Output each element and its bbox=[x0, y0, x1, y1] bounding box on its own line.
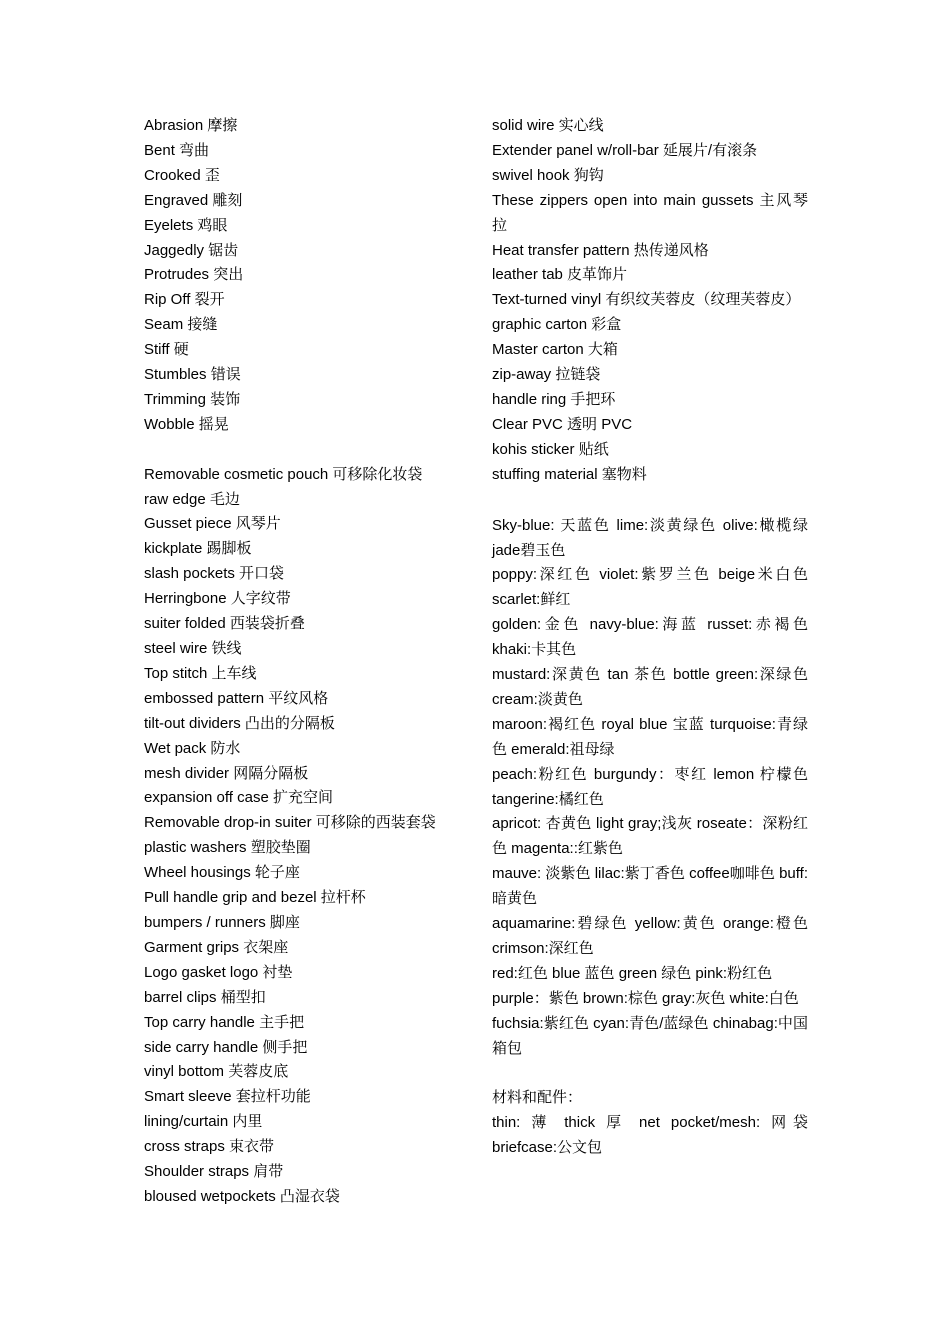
color-paragraph: fuchsia:紫红色 cyan:青色/蓝绿色 chinabag:中国箱包 bbox=[492, 1014, 808, 1057]
color-paragraph: purple：紫色 brown:棕色 gray:灰色 white:白色 bbox=[492, 989, 799, 1007]
term-group-parts bbox=[144, 463, 474, 1210]
term-line: Abrasion 摩擦 bbox=[144, 117, 238, 134]
color-paragraph: aquamarine:碧绿色 yellow:黄色 orange:橙色 crimson:深红色 bbox=[492, 915, 808, 957]
color-paragraph: poppy:深红色 violet:紫罗兰色 beige米白色 scarlet:鲜红 bbox=[492, 566, 808, 609]
term-line: Trimming 装饰 bbox=[144, 390, 241, 408]
term-line: Top carry handle 主手把 bbox=[144, 1013, 305, 1031]
term-line: Bent 弯曲 bbox=[144, 141, 210, 159]
term-line: Text-turned vinyl 有织纹芙蓉皮（纹理芙蓉皮） bbox=[492, 291, 801, 309]
materials-paragraph: thin: 薄 thick 厚 net pocket/mesh: 网袋 briefcase:公文包 bbox=[492, 1114, 808, 1157]
term-line: kickplate 踢脚板 bbox=[144, 540, 252, 558]
color-paragraph: peach:粉红色 burgundy：枣红 lemon 柠檬色 tangerine:橘红色 bbox=[492, 765, 808, 808]
term-line: barrel clips 桶型扣 bbox=[144, 988, 266, 1006]
color-paragraph: Sky-blue: 天蓝色 lime:淡黄绿色 olive:橄榄绿 jade碧玉色 bbox=[492, 516, 808, 559]
term-line: Removable cosmetic pouch 可移除化妆袋 bbox=[144, 465, 423, 483]
term-line: stuffing material 塞物料 bbox=[492, 465, 647, 483]
color-vocabulary bbox=[492, 514, 808, 1062]
term-line: Stumbles 错误 bbox=[144, 366, 241, 384]
color-paragraph: red:红色 blue 蓝色 green 绿色 pink:粉红色 bbox=[492, 964, 773, 982]
term-line: Jaggedly 锯齿 bbox=[144, 241, 239, 259]
term-line: embossed pattern 平纹风格 bbox=[144, 689, 329, 707]
term-line: suiter folded 西装袋折叠 bbox=[144, 615, 305, 633]
term-line: Extender panel w/roll-bar 延展片/有滚条 bbox=[492, 141, 758, 159]
term-line: Seam 接缝 bbox=[144, 316, 218, 334]
color-paragraph: golden:金色 navy-blue:海蓝 russet:赤褐色 khaki:卡其色 bbox=[492, 616, 808, 659]
term-line: zip-away 拉链袋 bbox=[492, 366, 601, 384]
term-line: Pull handle grip and bezel 拉杆杯 bbox=[144, 889, 366, 907]
term-line: Engraved 雕刻 bbox=[144, 191, 243, 209]
materials-heading: 材料和配件： bbox=[492, 1089, 583, 1107]
term-line: swivel hook 狗钩 bbox=[492, 166, 604, 184]
term-line: Gusset piece 风琴片 bbox=[144, 515, 281, 533]
term-line: Protrudes 突出 bbox=[144, 266, 244, 284]
term-group-accessories bbox=[492, 114, 808, 488]
term-line: Herringbone 人字纹带 bbox=[144, 590, 291, 608]
blank-line bbox=[492, 488, 808, 514]
term-line: Wobble 摇晃 bbox=[144, 415, 229, 433]
term-line: Shoulder straps 肩带 bbox=[144, 1163, 284, 1181]
term-line: steel wire 铁线 bbox=[144, 640, 242, 658]
term-line: Master carton 大箱 bbox=[492, 341, 618, 359]
term-line: Rip Off 裂开 bbox=[144, 291, 225, 309]
term-line: solid wire 实心线 bbox=[492, 117, 604, 134]
left-column bbox=[144, 114, 474, 1210]
term-line: mesh divider 网隔分隔板 bbox=[144, 764, 309, 782]
term-line: plastic washers 塑胶垫圈 bbox=[144, 839, 311, 857]
right-column bbox=[492, 114, 808, 1161]
blank-line bbox=[492, 1062, 808, 1087]
term-line: Stiff 硬 bbox=[144, 341, 189, 359]
term-line: These zippers open into main gussets 主风琴拉 bbox=[492, 191, 808, 234]
term-line: Wet pack 防水 bbox=[144, 739, 241, 757]
color-paragraph: mauve: 淡紫色 lilac:紫丁香色 coffee咖啡色 buff:暗黄色 bbox=[492, 865, 808, 908]
term-line: expansion off case 扩充空间 bbox=[144, 789, 333, 807]
materials-section bbox=[492, 1086, 808, 1161]
term-line: Garment grips 衣架座 bbox=[144, 938, 289, 956]
color-paragraph: apricot: 杏黄色 light gray;浅灰 roseate：深粉红色 magenta::红紫色 bbox=[492, 815, 808, 858]
term-line: handle ring 手把环 bbox=[492, 390, 616, 408]
term-line: bloused wetpockets 凸湿衣袋 bbox=[144, 1187, 340, 1205]
term-line: Eyelets 鸡眼 bbox=[144, 216, 228, 234]
term-line: raw edge 毛边 bbox=[144, 490, 240, 508]
term-line: graphic carton 彩盒 bbox=[492, 316, 622, 334]
term-line: slash pockets 开口袋 bbox=[144, 565, 285, 583]
term-group-defects bbox=[144, 114, 474, 438]
term-line: lining/curtain 内里 bbox=[144, 1113, 263, 1131]
term-line: Removable drop-in suiter 可移除的西装套袋 bbox=[144, 814, 436, 832]
term-line: vinyl bottom 芙蓉皮底 bbox=[144, 1063, 289, 1081]
term-line: tilt-out dividers 凸出的分隔板 bbox=[144, 714, 335, 732]
term-line: bumpers / runners 脚座 bbox=[144, 913, 300, 931]
color-paragraph: mustard:深黄色 tan 茶色 bottle green:深绿色 cream:淡黄色 bbox=[492, 666, 808, 708]
color-paragraph: maroon:褐红色 royal blue 宝蓝 turquoise:青绿色 emerald:祖母绿 bbox=[492, 715, 808, 758]
term-line: Logo gasket logo 衬垫 bbox=[144, 963, 293, 981]
term-line: leather tab 皮革饰片 bbox=[492, 266, 628, 284]
term-line: Top stitch 上车线 bbox=[144, 664, 257, 682]
term-line: Clear PVC 透明 PVC bbox=[492, 415, 633, 433]
term-line: Smart sleeve 套拉杆功能 bbox=[144, 1088, 311, 1106]
term-line: Heat transfer pattern 热传递风格 bbox=[492, 241, 709, 259]
term-line: Wheel housings 轮子座 bbox=[144, 864, 300, 882]
blank-line bbox=[144, 438, 474, 463]
term-line: Crooked 歪 bbox=[144, 166, 220, 184]
term-line: kohis sticker 贴纸 bbox=[492, 440, 609, 458]
term-line: cross straps 束衣带 bbox=[144, 1138, 275, 1156]
term-line: side carry handle 侧手把 bbox=[144, 1038, 308, 1056]
